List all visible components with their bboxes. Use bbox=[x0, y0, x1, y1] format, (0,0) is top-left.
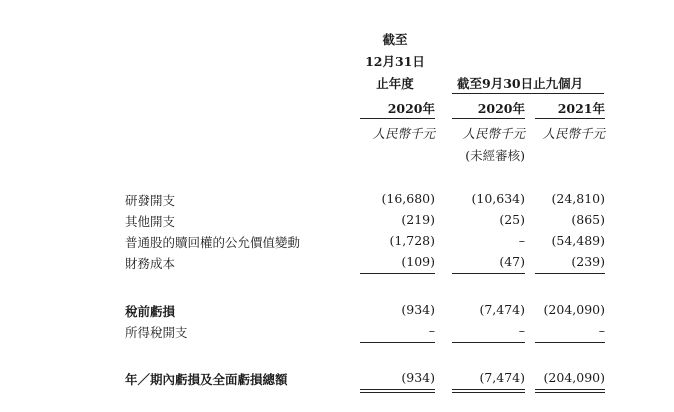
col1-unit: 人民幣千元 bbox=[372, 126, 435, 141]
row-label: 財務成本 bbox=[125, 256, 176, 271]
col1-year-underline bbox=[360, 118, 435, 119]
col1-header-line3: 止年度 bbox=[376, 76, 414, 91]
total-double-line bbox=[535, 392, 605, 393]
total-double-line bbox=[360, 392, 435, 393]
total-double-line bbox=[360, 389, 435, 390]
row-label: 普通股的贖回權的公允價值變動 bbox=[125, 235, 301, 250]
total-double-line bbox=[535, 389, 605, 390]
col2-unit: 人民幣千元 bbox=[462, 126, 525, 141]
row-value: (1,728) bbox=[389, 233, 435, 248]
row-value: (25) bbox=[499, 212, 525, 227]
income-tax-value: – bbox=[518, 323, 525, 338]
total-comprehensive-loss-label: 年／期內虧損及全面虧損總額 bbox=[125, 372, 288, 387]
pretax-loss-value: (204,090) bbox=[543, 302, 605, 317]
total-loss-value: (934) bbox=[401, 370, 435, 385]
group-underline bbox=[452, 93, 604, 94]
col2-year-underline bbox=[452, 118, 525, 119]
row-value: (24,810) bbox=[551, 191, 605, 206]
row-value: (219) bbox=[401, 212, 435, 227]
row-value: (54,489) bbox=[551, 233, 605, 248]
income-tax-value: – bbox=[598, 323, 605, 338]
col1-header-line1: 截至 bbox=[382, 32, 408, 47]
total-loss-value: (204,090) bbox=[543, 370, 605, 385]
row-value: – bbox=[518, 233, 525, 248]
col3-unit: 人民幣千元 bbox=[542, 126, 605, 141]
tax-underline bbox=[360, 342, 435, 343]
row-value: (47) bbox=[499, 254, 525, 269]
col1-header-line2: 12月31日 bbox=[365, 54, 425, 69]
pretax-loss-label: 稅前虧損 bbox=[125, 304, 176, 319]
row-label: 研發開支 bbox=[125, 193, 176, 208]
total-double-line bbox=[452, 389, 525, 390]
row-value: (109) bbox=[401, 254, 435, 269]
income-tax-value: – bbox=[428, 323, 435, 338]
tax-underline bbox=[452, 342, 525, 343]
col2-year: 2020年 bbox=[477, 101, 525, 116]
subtotal-line bbox=[452, 273, 525, 274]
nine-months-group-header: 截至9月30日止九個月 bbox=[457, 76, 584, 91]
col1-year: 2020年 bbox=[387, 101, 435, 116]
pretax-loss-value: (7,474) bbox=[479, 302, 525, 317]
col2-unaudited-note: (未經審核) bbox=[465, 148, 525, 163]
total-double-line bbox=[452, 392, 525, 393]
row-value: (16,680) bbox=[381, 191, 435, 206]
income-tax-label: 所得稅開支 bbox=[125, 325, 188, 340]
col3-year: 2021年 bbox=[557, 101, 605, 116]
row-value: (239) bbox=[571, 254, 605, 269]
subtotal-line bbox=[360, 273, 435, 274]
subtotal-line bbox=[535, 273, 605, 274]
row-value: (865) bbox=[571, 212, 605, 227]
total-loss-value: (7,474) bbox=[479, 370, 525, 385]
row-value: (10,634) bbox=[471, 191, 525, 206]
row-label: 其他開支 bbox=[125, 214, 176, 229]
tax-underline bbox=[535, 342, 605, 343]
col3-year-underline bbox=[535, 118, 605, 119]
pretax-loss-value: (934) bbox=[401, 302, 435, 317]
